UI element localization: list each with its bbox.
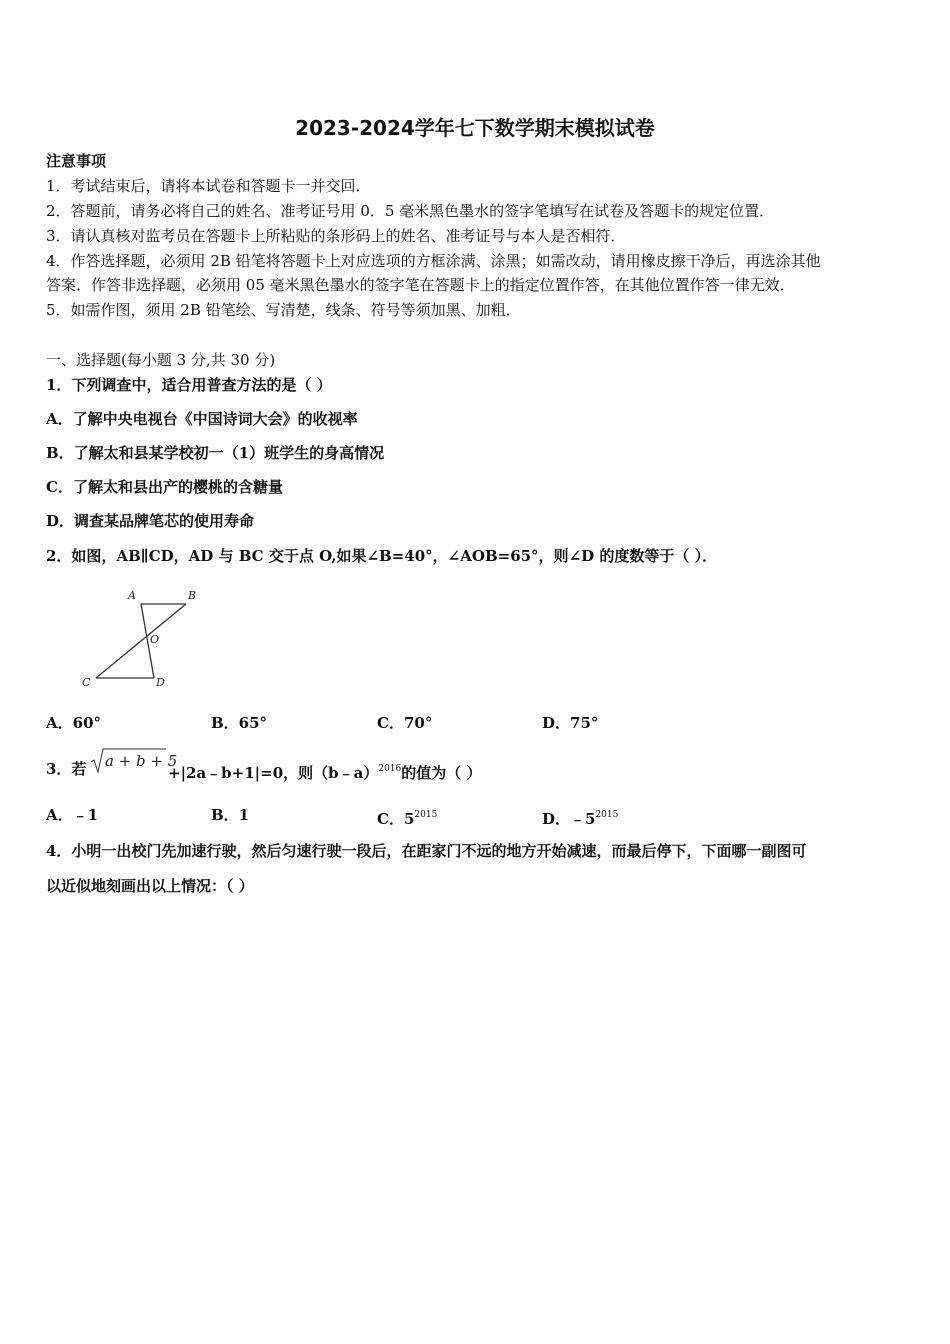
q4-stem-line2: 以近似地刻画出以上情况：（ ）	[46, 877, 254, 895]
q2-option-a: A．60°	[46, 714, 102, 732]
label-b: B	[188, 589, 197, 602]
q2-option-b: B．65°	[211, 714, 268, 732]
q1-option-b: B．了解太和县某学校初一（1）班学生的身高情况	[46, 444, 385, 462]
q2-option-c: C．70°	[377, 714, 433, 732]
section-heading: 一、选择题(每小题 3 分,共 30 分)	[46, 351, 276, 369]
label-o: O	[150, 633, 160, 646]
q3-option-c: C．$5^{2015}$	[377, 810, 438, 828]
q3-stem-rest	[168, 759, 482, 783]
q3-option-d: D．$﹣5^{2015}$	[542, 810, 619, 828]
notice-item-3: 3．请认真核对监考员在答题卡上所粘贴的条形码上的姓名、准考证号与本人是否相符．	[46, 227, 626, 245]
q2-option-d: D．75°	[542, 714, 599, 732]
page-title: 2023-2024学年七下数学期末模拟试卷	[295, 116, 655, 140]
q3-exponent: 2016	[378, 764, 402, 774]
notice-heading: 注意事项	[46, 152, 107, 170]
q3-option-b: B．1	[211, 806, 250, 824]
q1-option-c: C．了解太和县出产的樱桃的含糖量	[46, 478, 283, 496]
q2-stem: 2．如图，AB∥CD，AD 与 BC 交于点 O,如果∠B=40°，∠AOB=65°，则∠D 的度数等于（ ）．	[46, 547, 718, 565]
q3-value-blank: 的值为（ ）	[401, 764, 482, 782]
q3-radicand: a + b + 5	[105, 752, 178, 770]
label-d: D	[156, 676, 165, 689]
label-c: C	[82, 676, 91, 689]
q3-sqrt-symbol	[90, 747, 178, 775]
q4-stem-line1: 4．小明一出校门先加速行驶，然后匀速行驶一段后，在距家门不远的地方开始减速，而最后停下，下面哪一副图可	[46, 842, 807, 860]
q3-expression: +|2a﹣b+1|=0，则（b﹣a）	[168, 764, 379, 782]
notice-item-1: 1．考试结束后，请将本试卷和答题卡一并交回．	[46, 177, 371, 195]
label-a: A	[128, 589, 136, 602]
segment-bc	[96, 604, 186, 678]
q1-option-d: D．调查某品牌笔芯的使用寿命	[46, 512, 255, 530]
q1-option-a: A．了解中央电视台《中国诗词大会》的收视率	[46, 410, 358, 428]
notice-item-4: 4．作答选择题，必须用 2B 铅笔将答题卡上对应选项的方框涂满、涂黑；如需改动，请用橡皮擦干净后，再选涂其他	[46, 252, 821, 270]
notice-item-4-cont: 答案．作答非选择题，必须用 05 毫米黑色墨水的签字笔在答题卡上的指定位置作答，在其他位置作答一律无效．	[46, 276, 795, 294]
notice-item-5: 5．如需作图，须用 2B 铅笔绘、写清楚，线条、符号等须加黑、加粗．	[46, 301, 521, 319]
q2-geometry-figure	[78, 586, 203, 692]
q1-stem: 1．下列调查中，适合用普查方法的是（ ）	[46, 376, 332, 394]
notice-item-2: 2．答题前，请务必将自己的姓名、准考证号用 0．5 毫米黑色墨水的签字笔填写在试卷及答题卡的规定位置．	[46, 202, 775, 220]
q3-prefix: 3．若	[46, 760, 87, 778]
q3-option-a: A．﹣1	[46, 806, 99, 824]
